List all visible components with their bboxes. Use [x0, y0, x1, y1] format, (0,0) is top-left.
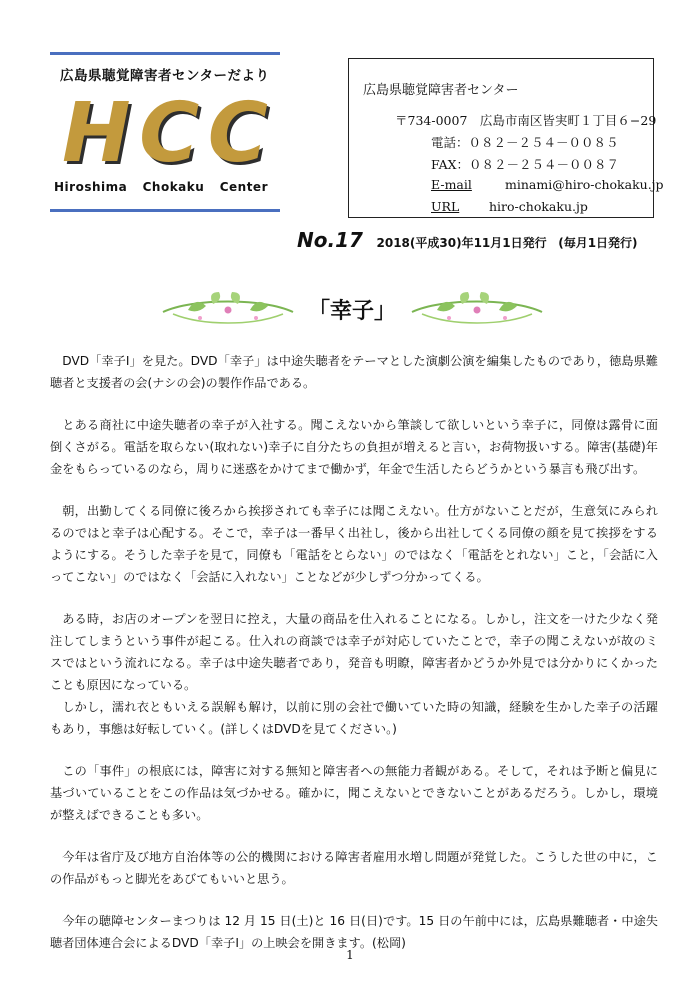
paragraph-6: この「事件」の根底には，障害に対する無知と障害者への無能力者観がある。そして，それは予断と偏見に基づいていることをこの作品は気づかせる。確かに，聞こえないとできないことがあるだろう。しかし，環境が整えばできることも多い。: [50, 764, 658, 822]
logo-letter-c1: C: [139, 86, 200, 181]
paragraph-3: 朝，出勤してくる同僚に後ろから挨拶されても幸子には聞こえない。仕方がないことだが，生意気にみられるのではと幸子は心配する。そこで，幸子は一番早く出社し，後から出社してくる同僚の顔を見て挨拶をするようにする。そうした幸子を見て，同僚も「電話をとらない」のではなく「電話をとれない」こと，「会話に入ってこない」のではなく「会話に入れない」ことなどが少しずつ分かってくる。: [50, 504, 658, 584]
english-name: [54, 180, 268, 194]
newsletter-title: 広島県聴覚障害者センターだより: [60, 68, 270, 84]
masthead: [50, 52, 280, 212]
masthead-bottom-rule: [50, 209, 280, 212]
article-body: [50, 350, 658, 974]
tel-label: 電話：: [431, 135, 469, 150]
masthead-top-rule: [50, 52, 280, 55]
hcc-logo: [62, 86, 268, 182]
english-word-1: Hiroshima: [54, 180, 128, 194]
english-word-3: Center: [219, 180, 268, 194]
url-address[interactable]: hiro-chokaku.jp: [489, 199, 588, 214]
email-label: E-mail: [431, 177, 472, 192]
url-label: URL: [431, 199, 460, 214]
article-title: 「幸子」: [308, 299, 397, 324]
telephone-row: [431, 133, 619, 151]
email-row: [431, 177, 664, 192]
issue-frequency: (毎月1日発行): [558, 236, 638, 250]
issue-number: No.17: [297, 228, 363, 252]
address: 〒734-0007 広島市南区皆実町１丁目６−29: [395, 113, 657, 128]
paragraph-1: DVD「幸子Ⅰ」を見た。DVD「幸子」は中途失聴者をテーマとした演劇公演を編集したものであり，徳島県難聴者と支援者の会(ナシの会)の製作作品である。: [50, 354, 658, 390]
logo-letter-h: H: [62, 86, 131, 181]
paragraph-8: 今年の聴障センターまつりは 12 月 15 日(土)と 16 日(日)です。15 日の午前中には，広島県難聴者・中途失聴者団体連合会によるDVD「幸子Ⅰ」の上映会を開きます。(松岡): [50, 914, 658, 950]
logo-letter-c2: C: [207, 86, 268, 181]
left-ornament-icon: [158, 288, 298, 330]
paragraph-4: ある時，お店のオープンを翌日に控え，大量の商品を仕入れることになる。しかし，注文を一けた少なく発注してしまうという事件が起こる。仕入れの商談では幸子が対応していたことで，幸子の聞こえないが故のミスではという流れになる。幸子は中途失聴者であり，発音も明瞭，障害者かどうか外見では分かりにくかったことも原因になっている。: [50, 612, 658, 692]
fax-label: FAX：: [431, 157, 470, 172]
contact-box: [348, 58, 664, 218]
url-row: [431, 199, 588, 214]
fax-number: ０８２－２５４－００８７: [469, 157, 620, 172]
issue-line: [297, 228, 638, 252]
paragraph-2: とある商社に中途失聴者の幸子が入社する。聞こえないから筆談して欲しいという幸子に，同僚は露骨に面倒くさがる。電話を取らない(取れない)幸子に自分たちの負担が増えると言い，お荷物扱いする。障害(基礎)年金をもらっているのなら，周りに迷惑をかけてまで働かず，年金で生活したらどうかという暴言も飛び出す。: [50, 418, 658, 476]
page-number: 1: [346, 948, 354, 962]
english-word-2: Chokaku: [142, 180, 205, 194]
organization-name: 広島県聴覚障害者センター: [363, 83, 519, 98]
paragraph-5: しかし，濡れ衣ともいえる誤解も解け，以前に別の会社で働いていた時の知識，経験を生かした幸子の活躍もあり，事態は好転していく。(詳しくはDVDを見てください。): [50, 700, 658, 736]
tel-number: ０８２－２５４－００８５: [468, 135, 619, 150]
paragraph-7: 今年は省庁及び地方自治体等の公的機関における障害者雇用水増し問題が発覚した。こうした世の中に，この作品がもっと脚光をあびてもいいと思う。: [50, 850, 658, 886]
issue-date: 2018(平成30)年11月1日発行: [376, 236, 547, 250]
right-ornament-icon: [407, 288, 547, 330]
email-address[interactable]: minami@hiro-chokaku.jp: [505, 177, 664, 192]
fax-row: [431, 155, 619, 173]
